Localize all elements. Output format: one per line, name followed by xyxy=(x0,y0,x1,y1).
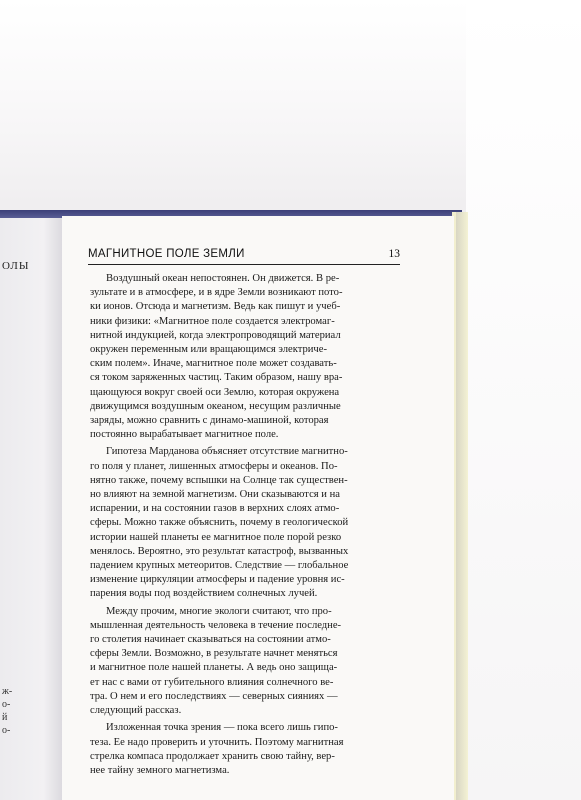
scan-margin-right xyxy=(466,0,581,800)
text-line: ки ионов. Отсюда и магнетизм. Ведь как пишут и учеб- xyxy=(90,301,341,313)
left-page-text-fragments xyxy=(2,685,12,737)
text-line: но влияют на земной магнетизм. Они сказываются и на xyxy=(90,489,340,501)
text-line: щающуюся вокруг своей оси Землю, которая окружена xyxy=(90,386,340,398)
text-line: нее тайну земного магнетизма. xyxy=(90,764,230,776)
text-line: го поля у планет, лишенных атмосферы и океанов. По- xyxy=(90,460,338,472)
text-line: теза. Ее надо проверить и уточнить. Поэтому магнитная xyxy=(90,736,344,748)
left-page-fragment: о- xyxy=(2,725,11,736)
text-line: изменение циркуляции атмосферы и падение уровня ис- xyxy=(90,574,345,586)
text-line: движущимся воздушным океаном, несущим различные xyxy=(90,400,341,412)
text-line: сферы. Можно также объяснить, почему в геологической xyxy=(90,517,349,529)
text-line: падением крупных метеоритов. Следствие — глобальное xyxy=(90,560,349,572)
text-line: и магнитное поле нашей планеты. А ведь оно защища- xyxy=(90,662,338,674)
text-line: Гипотеза Марданова объясняет отсутствие магнитно- xyxy=(106,446,348,458)
text-line: го столетия начинает сказываться на состоянии атмо- xyxy=(90,634,331,646)
text-line: сферы Земли. Возможно, в результате начнет меняться xyxy=(90,648,338,660)
text-line: тра. О нем и его последствиях — северных сияниях — xyxy=(90,690,338,702)
text-line: ским полем». Иначе, магнитное поле может создавать- xyxy=(90,358,337,370)
page-body xyxy=(90,272,396,778)
text-line: заряды, можно сравнить с динамо-машиной, которая xyxy=(90,415,329,427)
text-line: мышленная деятельность человека в течение последне- xyxy=(90,619,342,631)
running-title: МАГНИТНОЕ ПОЛЕ ЗЕМЛИ xyxy=(88,248,245,260)
text-line: ся током заряженных частиц. Таким образом, нашу вра- xyxy=(90,372,343,384)
paragraph xyxy=(90,721,396,778)
text-line: стрелка компаса продолжает хранить свою тайну, вер- xyxy=(90,750,335,762)
text-line: следующий рассказ. xyxy=(90,705,182,717)
paragraph xyxy=(90,605,396,719)
text-line: постоянно вырабатывает магнитное поле. xyxy=(90,429,279,441)
text-line: менялось. Вероятно, это результат катастроф, вызванных xyxy=(90,545,349,557)
header-rule xyxy=(88,264,400,265)
text-line: окружен переменным или вращающимся электриче- xyxy=(90,344,327,356)
left-page-fragment: о- xyxy=(2,699,11,710)
text-line: Изложенная точка зрения — пока всего лишь гипо- xyxy=(106,722,338,734)
text-line: Воздушный океан непостоянен. Он движется. В ре- xyxy=(106,273,340,284)
text-line: Между прочим, многие экологи считают, что про- xyxy=(106,605,332,617)
text-line: ет нас с вами от губительного влияния солнечного ве- xyxy=(90,676,334,688)
paragraph xyxy=(90,445,396,601)
left-page-header-fragment: ОЛЫ xyxy=(2,260,30,272)
page-edge-shadow xyxy=(456,212,468,800)
paragraph xyxy=(90,272,396,442)
text-line: нитной индукцией, когда электропроводящий материал xyxy=(90,329,341,341)
left-page-fragment: й xyxy=(2,712,8,723)
text-line: зультате и в атмосфере, и в ядре Земли возникают пото- xyxy=(90,287,343,299)
text-line: нятно также, почему вспышки на Солнце так существен- xyxy=(90,474,348,486)
page-number: 13 xyxy=(388,248,400,260)
text-line: истории нашей планеты ее магнитное поле порой резко xyxy=(90,531,342,543)
text-line: испарении, и на состоянии газов в верхних слоях атмо- xyxy=(90,503,340,515)
left-page-fragment: ж- xyxy=(2,686,13,697)
text-line: ники физики: «Магнитное поле создается электромаг- xyxy=(90,315,335,327)
text-line: парения воды под воздействием солнечных лучей. xyxy=(90,588,318,600)
